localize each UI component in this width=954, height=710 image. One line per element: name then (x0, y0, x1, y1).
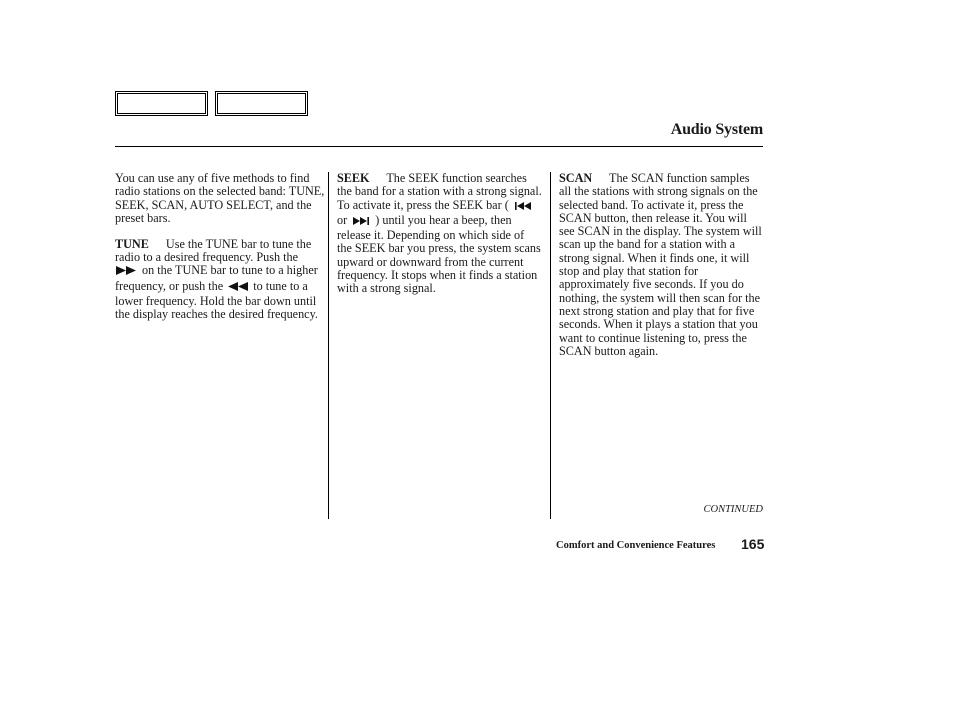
tune-paragraph (115, 238, 325, 322)
nav-box-2[interactable] (215, 91, 308, 116)
title-rule (115, 146, 763, 147)
scan-text: The SCAN function samples all the stations with strong signals on the selected band. To activate it, press the SCAN button, then release it. You will see SCAN in the display. The system will scan up the band for a station with a strong signal. When it finds one, it will stop and play that station for approximately five seconds. If you do nothing, the system will then scan for the next strong station and play that for five seconds. When it plays a station that you want to continue listening to, press the SCAN button again. (559, 171, 762, 358)
seek-text-b: ) until you hear a beep, then release it. Depending on which side of the SEEK bar you press, the system scans upward or downward from the current frequency. It stops when it finds a station with a strong signal. (337, 212, 541, 296)
column-divider-1 (328, 172, 329, 519)
skip-forward-icon (350, 216, 372, 229)
scan-heading: SCAN (559, 171, 593, 185)
fast-forward-icon (115, 265, 139, 279)
intro-paragraph: You can use any of five methods to find radio stations on the selected band: TUNE, SEEK, SCAN, AUTO SELECT, and the preset bars. (115, 171, 325, 225)
seek-text-a: The SEEK function searches the band for a station with a strong signal. To activate it, press the SEEK bar ( (337, 171, 542, 212)
tune-text-b: on the TUNE bar to tune to a higher frequency, or push the (115, 263, 318, 293)
tune-text-a: Use the TUNE bar to tune the radio to a desired frequency. Push the (115, 236, 312, 264)
scan-paragraph (559, 172, 764, 358)
page-number: 165 (741, 536, 765, 552)
tune-heading: TUNE (115, 236, 149, 251)
seek-or: or (337, 212, 348, 227)
seek-paragraph (337, 172, 542, 296)
column-2 (337, 172, 542, 308)
continued-label: CONTINUED (703, 504, 763, 515)
page-title: Audio System (670, 121, 763, 138)
rewind-icon (226, 281, 250, 295)
nav-box-1[interactable] (115, 91, 208, 116)
seek-heading: SEEK (337, 171, 370, 185)
column-3 (559, 172, 764, 371)
section-footer: Comfort and Convenience Features (556, 540, 716, 551)
skip-back-icon (512, 201, 534, 214)
column-divider-2 (550, 172, 551, 519)
column-1 (115, 172, 325, 334)
tune-text-c: to tune to a lower frequency. Hold the bar down until the display reaches the desired frequency. (115, 278, 318, 322)
